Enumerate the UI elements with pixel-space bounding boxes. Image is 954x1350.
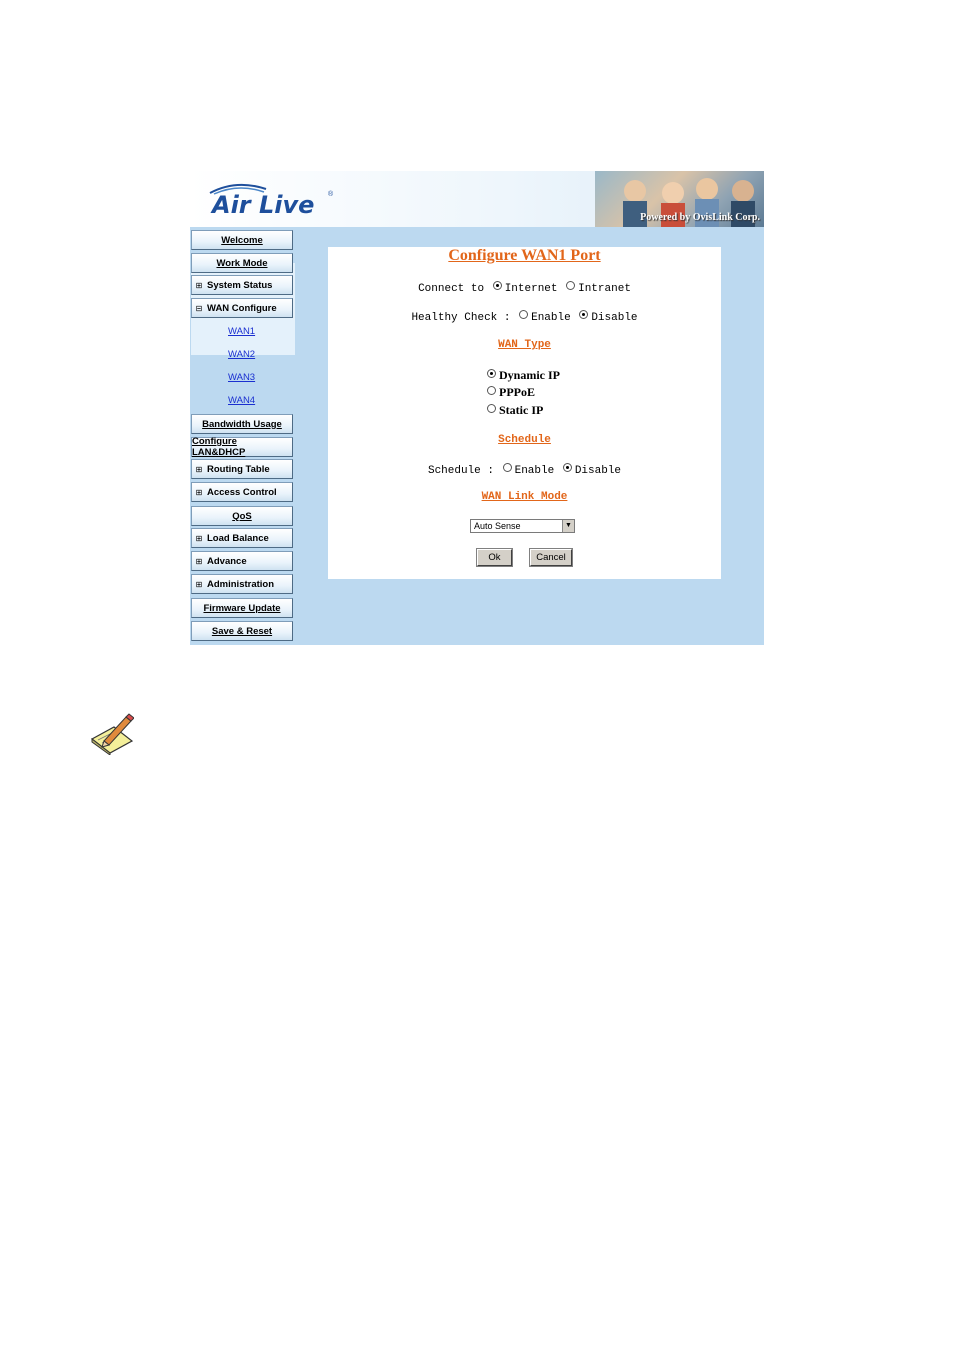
expand-icon[interactable]: ⊞	[195, 579, 203, 589]
expand-icon[interactable]: ⊞	[195, 487, 203, 497]
expand-icon[interactable]: ⊞	[195, 464, 203, 474]
menu-access-control[interactable]: ⊞ Access Control	[191, 482, 293, 502]
wan-link-mode-value: Auto Sense	[474, 521, 521, 531]
wan-type-static-ip: Static IP	[485, 403, 543, 418]
schedule-disable-radio[interactable]	[563, 463, 572, 472]
page-title: Configure WAN1 Port	[448, 247, 601, 264]
menu-bandwidth-usage[interactable]: Bandwidth Usage	[191, 414, 293, 434]
menu-wan-configure[interactable]: ⊟ WAN Configure	[191, 298, 293, 318]
submenu-wan3[interactable]: WAN3	[228, 372, 256, 383]
schedule-enable-radio[interactable]	[503, 463, 512, 472]
dynamic-ip-radio[interactable]	[487, 369, 496, 378]
menu-routing-table[interactable]: ⊞ Routing Table	[191, 459, 293, 479]
static-ip-radio[interactable]	[487, 404, 496, 413]
wan-type-pppoe: PPPoE	[485, 385, 535, 400]
logo-text: Air Live	[212, 191, 315, 219]
router-admin-window	[190, 171, 764, 645]
submenu-wan4[interactable]: WAN4	[228, 395, 256, 406]
header-banner	[190, 171, 764, 227]
healthy-check-disable-radio[interactable]	[579, 310, 588, 319]
wan-type-heading: WAN Type	[498, 339, 551, 351]
schedule-row: Schedule : Enable Disable	[427, 465, 622, 477]
dropdown-arrow-icon[interactable]: ▼	[562, 520, 574, 532]
healthy-check-row: Healthy Check : Enable Disable	[411, 312, 638, 324]
wan-type-dynamic-ip: Dynamic IP	[485, 368, 560, 383]
menu-qos[interactable]: QoS	[191, 506, 293, 526]
connect-to-row: Connect to Internet Intranet	[418, 283, 631, 295]
menu-configure-lan-dhcp[interactable]: Configure LAN&DHCP	[191, 437, 293, 457]
menu-welcome[interactable]: Welcome	[191, 230, 293, 250]
expand-icon[interactable]: ⊞	[195, 556, 203, 566]
wan-link-mode-select[interactable]	[470, 519, 575, 533]
powered-by-text: Powered by OvisLink Corp.	[640, 212, 760, 223]
schedule-heading: Schedule	[498, 434, 551, 446]
submenu-wan2[interactable]: WAN2	[228, 349, 256, 360]
menu-work-mode[interactable]: Work Mode	[191, 253, 293, 273]
collapse-icon[interactable]: ⊟	[195, 303, 203, 313]
submenu-wan1[interactable]: WAN1	[228, 326, 256, 337]
wan-link-mode-heading: WAN Link Mode	[481, 491, 568, 503]
connect-intranet-radio[interactable]	[566, 281, 575, 290]
note-pencil-icon	[90, 713, 134, 755]
logo-registered-mark: ®	[328, 191, 334, 198]
menu-administration[interactable]: ⊞ Administration	[191, 574, 293, 594]
expand-icon[interactable]: ⊞	[195, 280, 203, 290]
healthy-check-enable-radio[interactable]	[519, 310, 528, 319]
connect-internet-radio[interactable]	[493, 281, 502, 290]
header-photo	[595, 171, 764, 227]
menu-save-reset[interactable]: Save & Reset	[191, 621, 293, 641]
pppoe-radio[interactable]	[487, 386, 496, 395]
menu-firmware-update[interactable]: Firmware Update	[191, 598, 293, 618]
menu-system-status[interactable]: ⊞ System Status	[191, 275, 293, 295]
configure-wan-panel	[328, 247, 721, 579]
expand-icon[interactable]: ⊞	[195, 533, 203, 543]
ok-button[interactable]: Ok	[477, 549, 512, 566]
menu-advance[interactable]: ⊞ Advance	[191, 551, 293, 571]
cancel-button[interactable]: Cancel	[530, 549, 572, 566]
menu-load-balance[interactable]: ⊞ Load Balance	[191, 528, 293, 548]
